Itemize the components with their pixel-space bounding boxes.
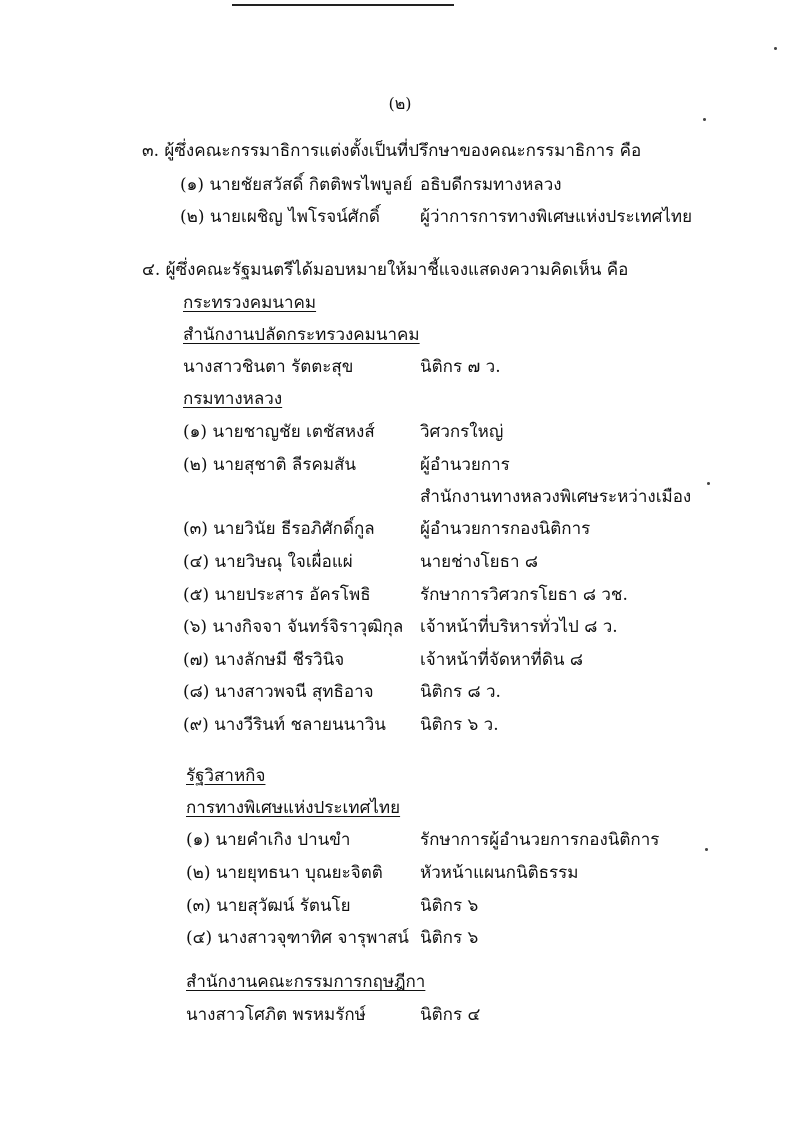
official-name: (๒) นายสุชาติ ลีรคมสัน: [183, 455, 357, 475]
section4-heading: ๔. ผู้ซึ่งคณะรัฐมนตรีได้มอบหมายให้มาชี้แจงแสดงความคิดเห็น คือ: [142, 260, 629, 280]
official-position: ผู้อำนวยการกองนิติการ: [420, 519, 591, 539]
state-enterprise-heading: รัฐวิสาหกิจ: [186, 766, 266, 786]
official-position: เจ้าหน้าที่จัดหาที่ดิน ๘: [420, 650, 584, 670]
official-position: นิติกร ๖: [420, 928, 479, 948]
official-position: นิติกร ๘ ว.: [420, 682, 501, 702]
advisor-name: (๑) นายชัยสวัสดิ์ กิตติพรไพบูลย์: [180, 175, 413, 195]
scan-speck: [705, 848, 708, 851]
advisor-position: ผู้ว่าการการทางพิเศษแห่งประเทศไทย: [420, 207, 693, 227]
scan-speck: [707, 482, 710, 485]
advisor-position: อธิบดีกรมทางหลวง: [420, 175, 562, 195]
official-name: (๑) นายชาญชัย เตชัสหงส์: [183, 422, 375, 442]
official-position: วิศวกรใหญ่: [420, 422, 504, 442]
official-name: (๗) นางลักษมี ชีรวินิจ: [183, 650, 345, 670]
official-position: นิติกร ๔: [420, 1005, 481, 1025]
official-position: นิติกร ๖: [420, 896, 479, 916]
department-heading: กรมทางหลวง: [183, 389, 283, 409]
official-name: นางสาวชินตา รัตตะสุข: [183, 357, 354, 377]
official-position: เจ้าหน้าที่บริหารทั่วไป ๘ ว.: [420, 617, 618, 637]
ministry-heading: กระทรวงคมนาคม: [183, 293, 317, 313]
office-heading: สำนักงานปลัดกระทรวงคมนาคม: [183, 325, 420, 345]
official-name: (๓) นายสุวัฒน์ รัตนโย: [186, 896, 351, 916]
section3-heading: ๓. ผู้ซึ่งคณะกรรมาธิการแต่งตั้งเป็นที่ปรึกษาของคณะกรรมาธิการ คือ: [142, 141, 642, 161]
scan-speck: [703, 118, 706, 121]
official-position: นายช่างโยธา ๘: [420, 552, 539, 572]
expressway-heading: การทางพิเศษแห่งประเทศไทย: [186, 798, 401, 818]
official-name: (๓) นายวินัย ธีรอภิศักดิ์กูล: [183, 519, 375, 539]
top-edge-line: [232, 4, 454, 6]
page-number: (๒): [388, 94, 412, 113]
official-name: (๔) นางสาวจุฑาทิศ จารุพาสน์: [186, 928, 409, 948]
official-position: รักษาการผู้อำนวยการกองนิติการ: [420, 830, 660, 850]
official-name: (๕) นายประสาร อัครโพธิ: [183, 585, 371, 605]
official-position: หัวหน้าแผนกนิติธรรม: [420, 863, 579, 883]
official-position: รักษาการวิศวกรโยธา ๘ วช.: [420, 585, 628, 605]
official-name: (๒) นายยุทธนา บุณยะจิตติ: [186, 863, 383, 883]
official-position: นิติกร ๖ ว.: [420, 715, 499, 735]
official-name: (๑) นายคำเกิง ปานขำ: [186, 830, 351, 850]
official-name: (๘) นางสาวพจนี สุทธิอาจ: [183, 682, 374, 702]
official-name: (๖) นางกิจจา จันทร์จิราวุฒิกุล: [183, 617, 404, 637]
official-position: ผู้อำนวยการ: [420, 455, 510, 475]
advisor-name: (๒) นายเผชิญ ไพโรจน์ศักดิ์: [180, 207, 380, 227]
official-name: นางสาวโศภิต พรหมรักษ์: [186, 1005, 366, 1025]
official-position-line2: สำนักงานทางหลวงพิเศษระหว่างเมือง: [420, 487, 692, 507]
official-name: (๙) นางวีรินท์ ชลายนนาวิน: [183, 715, 386, 735]
official-name: (๔) นายวิษณุ ใจเผื่อแผ่: [183, 552, 353, 572]
official-position: นิติกร ๗ ว.: [420, 357, 501, 377]
council-heading: สำนักงานคณะกรรมการกฤษฎีกา: [186, 972, 426, 992]
scan-speck: [774, 47, 777, 50]
